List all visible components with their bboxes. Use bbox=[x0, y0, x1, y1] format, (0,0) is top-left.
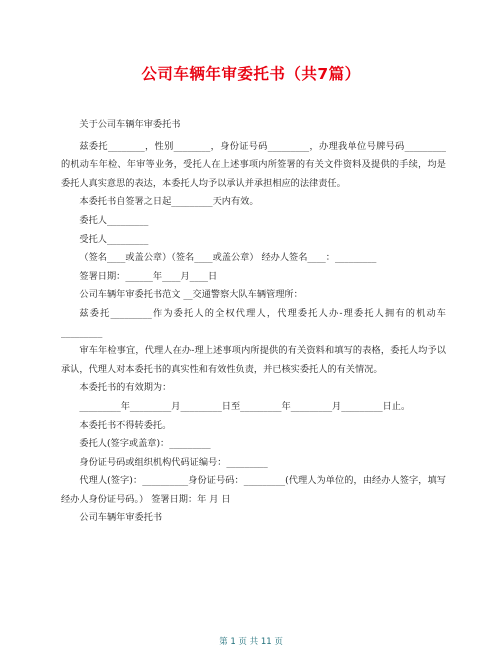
paragraph: 兹委托________，性别________，身份证号码_________，办理我单位号牌号码_________的机动车年检、年审等业务，受托人在上述事项内所签署的有关文件资料及提供的手续，均是委托人真实意思的表达，本委托人均予以承认并承担相应的法律责任。 bbox=[61, 140, 446, 189]
paragraph: 审车年检事宜，代理人在办-理上述事项内所提供的有关资料和填写的表格，委托人均予以承认，代理人对本委托书的真实性和有效性负责，并已核实委托人的有关情况。 bbox=[61, 345, 446, 375]
page-footer: 第 1 页 共 11 页 bbox=[219, 637, 283, 647]
paragraph: （签名____或盖公章）（签名____或盖公章） 经办人签名____：_________ bbox=[79, 252, 377, 264]
paragraph: 公司车辆年审委托书 bbox=[79, 512, 163, 524]
document-body bbox=[61, 116, 446, 528]
paragraph: 受托人_________ bbox=[79, 233, 149, 245]
paragraph: _________年_________月_________日至_________年_________月_________日止。 bbox=[79, 400, 411, 412]
paragraph: 委托人(签字或盖章)：_________ bbox=[79, 438, 211, 450]
paragraph: 兹委托_________作为委托人的全权代理人，代理委托人办-理委托人拥有的机动车_________ bbox=[61, 307, 446, 338]
paragraph: 签署日期：______年____月____日 bbox=[79, 270, 218, 282]
paragraph: 本委托书自签署之日起_________天内有效。 bbox=[79, 196, 259, 208]
paragraph-heading: 关于公司车辆年审委托书 bbox=[79, 119, 181, 130]
document-title: 公司车辆年审委托书（共7篇） bbox=[141, 65, 361, 83]
paragraph: 公司车辆年审委托书范文 __交通警察大队车辆管理所： bbox=[79, 289, 303, 301]
paragraph: 本委托书不得转委托。 bbox=[79, 419, 172, 431]
paragraph: 委托人_________ bbox=[79, 214, 149, 226]
paragraph: 本委托书的有效期为： bbox=[79, 382, 172, 394]
paragraph: 身份证号码或组织机构代码证编号：_________ bbox=[79, 456, 268, 468]
paragraph: 代理人(签字)：__________身份证号码：_________(代理人为单位的，由经办人签字，填写经办人身份证号码。） 签署日期：年 月 日 bbox=[61, 475, 446, 505]
